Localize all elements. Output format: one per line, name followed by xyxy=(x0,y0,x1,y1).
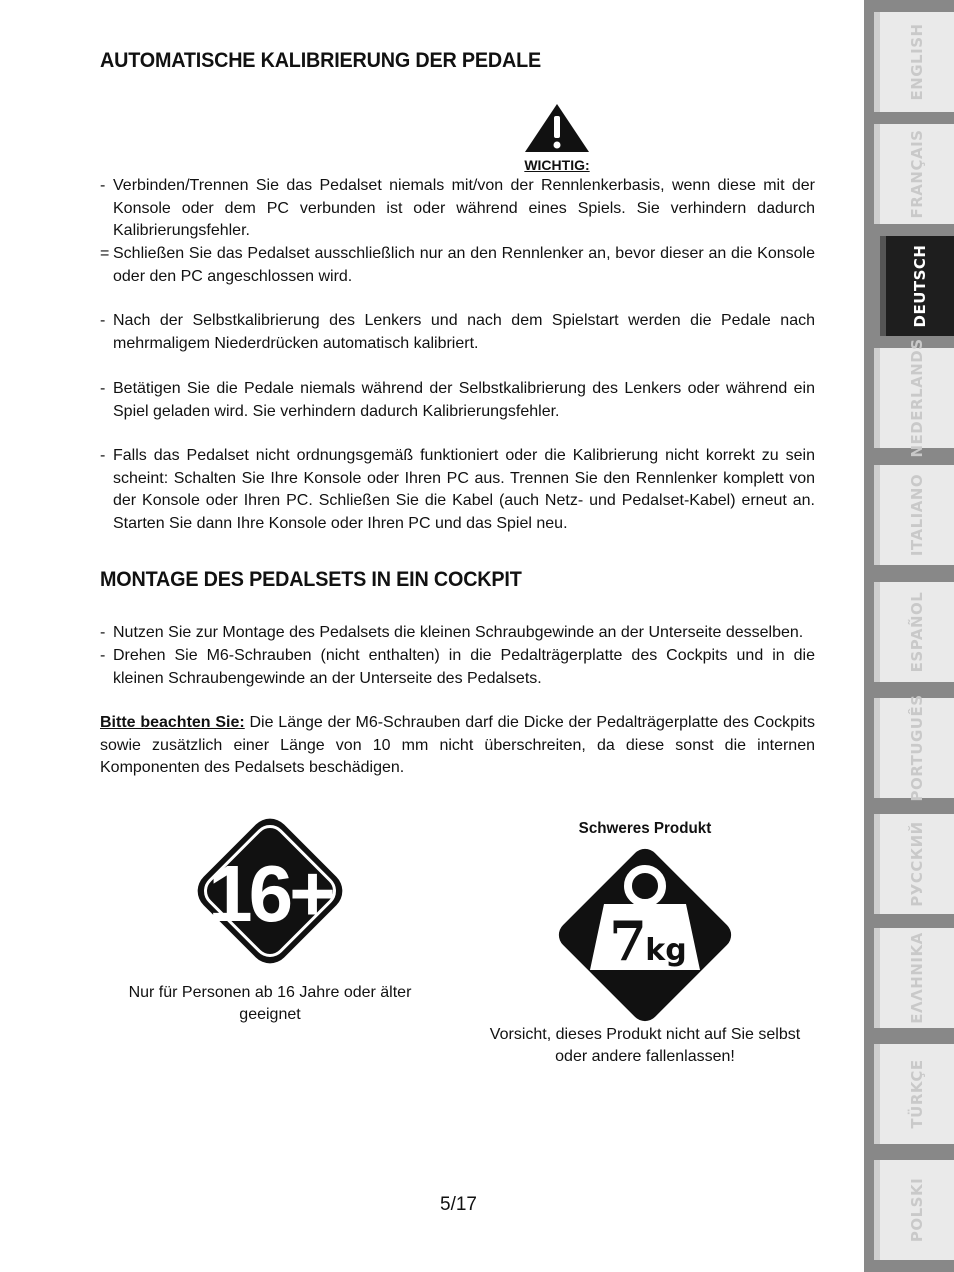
weight-icon xyxy=(552,842,738,1028)
weight-caption: Vorsicht, dieses Produkt nicht auf Sie selbst oder andere fallenlassen! xyxy=(489,1026,801,1065)
language-tab-francais[interactable]: FRANÇAIS xyxy=(874,124,954,224)
language-tab-english[interactable]: ENGLISH xyxy=(874,12,954,112)
warning-icon xyxy=(519,102,595,154)
list-item: = Schließen Sie das Pedalset ausschließlich nur an den Rennlenker an, bevor dieser an die Konsole oder den PC angeschlossen wird. xyxy=(100,245,815,285)
age-rating-icon xyxy=(189,810,351,972)
section-title-calibration: AUTOMATISCHE KALIBRIERUNG DER PEDALE xyxy=(100,48,542,72)
svg-text:7: 7 xyxy=(609,909,647,973)
language-tab-ellinika[interactable]: ΕΛΛΗΝΙΚΑ xyxy=(874,928,954,1028)
warning-block xyxy=(519,102,595,173)
language-tab-polski[interactable]: POLSKI xyxy=(874,1160,954,1260)
list-item: - Betätigen Sie die Pedale niemals während der Selbstkalibrierung des Lenkers oder während ein Spiel geladen wird. Sie verhindern dadurch Kalibrierungsfehler. xyxy=(100,380,815,420)
note-label: Bitte beachten Sie: xyxy=(100,714,245,731)
language-tab-turkce[interactable]: TÜRKÇE xyxy=(874,1044,954,1144)
language-tab-nederlands[interactable]: NEDERLANDS xyxy=(874,348,954,448)
list-item: - Verbinden/Trennen Sie das Pedalset niemals mit/von der Rennlenkerbasis, wenn diese mit der Konsole oder dem PC verbunden ist oder während eines Spiels. Sie verhindern dadurch Kalibrierungsfehler. xyxy=(100,177,815,240)
age-rating-caption: Nur für Personen ab 16 Jahre oder älter geeignet xyxy=(128,984,412,1023)
weight-heading: Schweres Produkt xyxy=(578,820,712,837)
list-item: - Falls das Pedalset nicht ordnungsgemäß funktioniert oder die Kalibrierung nicht korrekt zu sein scheint: Schalten Sie Ihre Konsole oder Ihren PC aus. Trennen Sie den Rennlenker komplett von der Konsole oder Ihren PC. Schließen Sie die Kabel (auch Netz- und Pedalset-Kabel) erneut an. Starten Sie dann Ihre Konsole oder Ihren PC und das Spiel neu. xyxy=(100,447,815,532)
list-item: - Nach der Selbstkalibrierung des Lenkers und nach dem Spielstart werden die Pedale nach mehrmaligem Niederdrücken automatisch kalibriert. xyxy=(100,312,815,352)
language-tab-portugues[interactable]: PORTUGUÊS xyxy=(874,698,954,798)
warning-label: WICHTIG: xyxy=(524,157,590,173)
age-rating-label: 16+ xyxy=(208,849,332,938)
list-item: - Nutzen Sie zur Montage des Pedalsets die kleinen Schraubgewinde an der Unterseite desselben. xyxy=(100,624,804,641)
language-tab-italiano[interactable]: ITALIANO xyxy=(874,465,954,565)
language-tab-deutsch[interactable]: DEUTSCH xyxy=(880,236,954,336)
note-paragraph xyxy=(100,712,815,780)
svg-text:kg: kg xyxy=(645,933,687,968)
language-sidebar xyxy=(864,0,954,1272)
section-title-cockpit: MONTAGE DES PEDALSETS IN EIN COCKPIT xyxy=(100,567,522,591)
language-tab-espanol[interactable]: ESPAÑOL xyxy=(874,582,954,682)
language-tab-russkiy[interactable]: РУССКИЙ xyxy=(874,814,954,914)
list-item: - Drehen Sie M6-Schrauben (nicht enthalten) in die Pedalträgerplatte des Cockpits und in die kleinen Schraubengewinde an der Unterseite des Pedalsets. xyxy=(100,647,815,687)
page-number: 5/17 xyxy=(440,1194,477,1215)
note-text: Die Länge der M6-Schrauben darf die Dicke der Pedalträgerplatte des Cockpits sowie zusätzlich einer Länge von 10 mm nicht überschreiten, da diese sonst die internen Komponenten des Pedalsets beschädigen. xyxy=(100,714,816,777)
